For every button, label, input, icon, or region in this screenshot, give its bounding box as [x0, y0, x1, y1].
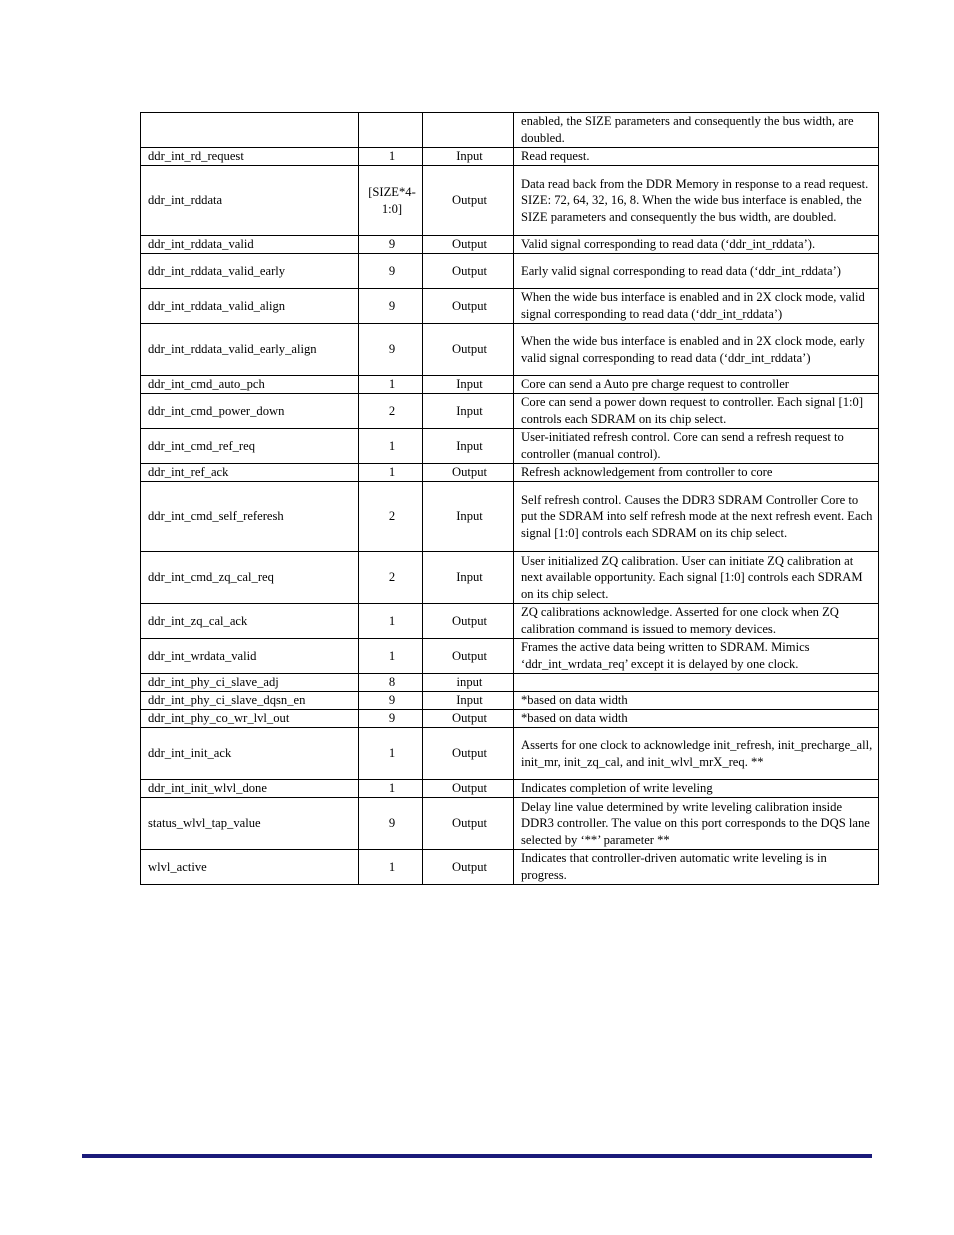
signal-direction: Output — [423, 324, 514, 376]
signal-name: ddr_int_ref_ack — [141, 464, 359, 482]
signal-description: User-initiated refresh control. Core can send a refresh request to controller (manual control). — [514, 429, 879, 464]
signal-description: User initialized ZQ calibration. User can initiate ZQ calibration at next available opportunity. Each signal [1:0] controls each SDRAM on its chip select. — [514, 552, 879, 604]
signal-description: Data read back from the DDR Memory in response to a read request. SIZE: 72, 64, 32, 16, 8. When the wide bus interface is enabled, the SIZE parameters and consequently the bus width, are doubled. — [514, 166, 879, 236]
signal-size: 1 — [359, 639, 423, 674]
signal-name — [141, 113, 359, 148]
signal-description: ZQ calibrations acknowledge. Asserted for one clock when ZQ calibration command is issued to memory devices. — [514, 604, 879, 639]
signal-description: Core can send a power down request to controller. Each signal [1:0] controls each SDRAM on its chip select. — [514, 394, 879, 429]
signal-name: ddr_int_cmd_self_referesh — [141, 482, 359, 552]
table-row — [141, 639, 879, 674]
signal-description: Asserts for one clock to acknowledge init_refresh, init_precharge_all, init_mr, init_zq_cal, and init_wlvl_mrX_req. ** — [514, 728, 879, 780]
signal-name: ddr_int_cmd_ref_req — [141, 429, 359, 464]
table-row — [141, 604, 879, 639]
table-row — [141, 429, 879, 464]
signal-direction: Output — [423, 780, 514, 798]
table-row — [141, 394, 879, 429]
signal-size: 1 — [359, 850, 423, 885]
signal-size: 8 — [359, 674, 423, 692]
signal-direction: Input — [423, 692, 514, 710]
table-row — [141, 710, 879, 728]
table-row — [141, 780, 879, 798]
signal-size: 1 — [359, 604, 423, 639]
signal-direction: input — [423, 674, 514, 692]
signal-name: ddr_int_rddata_valid_early_align — [141, 324, 359, 376]
signal-name: status_wlvl_tap_value — [141, 798, 359, 850]
footer-rule — [82, 1154, 872, 1158]
table-row — [141, 113, 879, 148]
table-row — [141, 482, 879, 552]
signal-name: ddr_int_phy_ci_slave_adj — [141, 674, 359, 692]
signal-name: ddr_int_phy_ci_slave_dqsn_en — [141, 692, 359, 710]
signal-size: 9 — [359, 289, 423, 324]
signal-description: Frames the active data being written to SDRAM. Mimics ‘ddr_int_wrdata_req’ except it is delayed by one clock. — [514, 639, 879, 674]
signal-direction: Input — [423, 482, 514, 552]
signal-name: ddr_int_rddata_valid — [141, 236, 359, 254]
signal-description: Self refresh control. Causes the DDR3 SDRAM Controller Core to put the SDRAM into self refresh mode at the next refresh event. Each signal [1:0] controls each SDRAM on its chip select. — [514, 482, 879, 552]
signal-size: 2 — [359, 394, 423, 429]
signal-description: *based on data width — [514, 710, 879, 728]
signal-direction: Input — [423, 429, 514, 464]
signal-direction: Input — [423, 552, 514, 604]
signal-size: 1 — [359, 148, 423, 166]
signal-name: ddr_int_init_wlvl_done — [141, 780, 359, 798]
signal-description: Delay line value determined by write leveling calibration inside DDR3 controller. The value on this port corresponds to the DQS lane selected by ‘**’ parameter ** — [514, 798, 879, 850]
signal-description: Core can send a Auto pre charge request to controller — [514, 376, 879, 394]
signal-size: 9 — [359, 254, 423, 289]
signal-size: [SIZE*4-1:0] — [359, 166, 423, 236]
signal-description: Indicates that controller-driven automatic write leveling is in progress. — [514, 850, 879, 885]
signal-direction: Input — [423, 376, 514, 394]
table-row — [141, 289, 879, 324]
signal-direction: Output — [423, 798, 514, 850]
signal-description: When the wide bus interface is enabled and in 2X clock mode, valid signal corresponding to read data (‘ddr_int_rddata’) — [514, 289, 879, 324]
signal-direction: Output — [423, 166, 514, 236]
signal-name: ddr_int_phy_co_wr_lvl_out — [141, 710, 359, 728]
signal-description: Early valid signal corresponding to read data (‘ddr_int_rddata’) — [514, 254, 879, 289]
signal-direction: Output — [423, 639, 514, 674]
table-row — [141, 236, 879, 254]
signal-description: Refresh acknowledgement from controller to core — [514, 464, 879, 482]
table-row — [141, 324, 879, 376]
signal-direction: Input — [423, 148, 514, 166]
signal-name: ddr_int_rd_request — [141, 148, 359, 166]
signal-direction: Input — [423, 394, 514, 429]
signal-size: 1 — [359, 429, 423, 464]
signal-size — [359, 113, 423, 148]
table-row — [141, 728, 879, 780]
table-row — [141, 166, 879, 236]
signal-direction: Output — [423, 254, 514, 289]
signal-direction: Output — [423, 464, 514, 482]
signal-size: 9 — [359, 692, 423, 710]
signal-size: 1 — [359, 728, 423, 780]
signal-size: 2 — [359, 552, 423, 604]
signal-description: Valid signal corresponding to read data (‘ddr_int_rddata’). — [514, 236, 879, 254]
signal-description — [514, 674, 879, 692]
signal-size: 1 — [359, 376, 423, 394]
signal-direction: Output — [423, 728, 514, 780]
table-row — [141, 798, 879, 850]
signal-size: 9 — [359, 324, 423, 376]
signal-size: 2 — [359, 482, 423, 552]
table-row — [141, 552, 879, 604]
signal-size: 1 — [359, 464, 423, 482]
signal-name: ddr_int_rddata_valid_align — [141, 289, 359, 324]
signal-name: ddr_int_cmd_power_down — [141, 394, 359, 429]
signal-direction: Output — [423, 289, 514, 324]
signal-direction: Output — [423, 710, 514, 728]
signal-size: 9 — [359, 236, 423, 254]
table-row — [141, 376, 879, 394]
signal-table — [140, 112, 879, 885]
signal-name: ddr_int_wrdata_valid — [141, 639, 359, 674]
signal-name: ddr_int_init_ack — [141, 728, 359, 780]
table-row — [141, 464, 879, 482]
signal-name: ddr_int_rddata_valid_early — [141, 254, 359, 289]
signal-direction — [423, 113, 514, 148]
table-row — [141, 148, 879, 166]
signal-description: Indicates completion of write leveling — [514, 780, 879, 798]
signal-description: *based on data width — [514, 692, 879, 710]
signal-description: enabled, the SIZE parameters and consequently the bus width, are doubled. — [514, 113, 879, 148]
table-row — [141, 850, 879, 885]
signal-size: 9 — [359, 710, 423, 728]
signal-description: Read request. — [514, 148, 879, 166]
signal-size: 1 — [359, 780, 423, 798]
signal-direction: Output — [423, 604, 514, 639]
signal-name: ddr_int_cmd_auto_pch — [141, 376, 359, 394]
signal-direction: Output — [423, 850, 514, 885]
table-row — [141, 692, 879, 710]
signal-name: ddr_int_zq_cal_ack — [141, 604, 359, 639]
table-row — [141, 674, 879, 692]
signal-name: ddr_int_cmd_zq_cal_req — [141, 552, 359, 604]
signal-name: ddr_int_rddata — [141, 166, 359, 236]
signal-direction: Output — [423, 236, 514, 254]
signal-size: 9 — [359, 798, 423, 850]
table-row — [141, 254, 879, 289]
signal-name: wlvl_active — [141, 850, 359, 885]
signal-description: When the wide bus interface is enabled and in 2X clock mode, early valid signal corresponding to read data (‘ddr_int_rddata’) — [514, 324, 879, 376]
